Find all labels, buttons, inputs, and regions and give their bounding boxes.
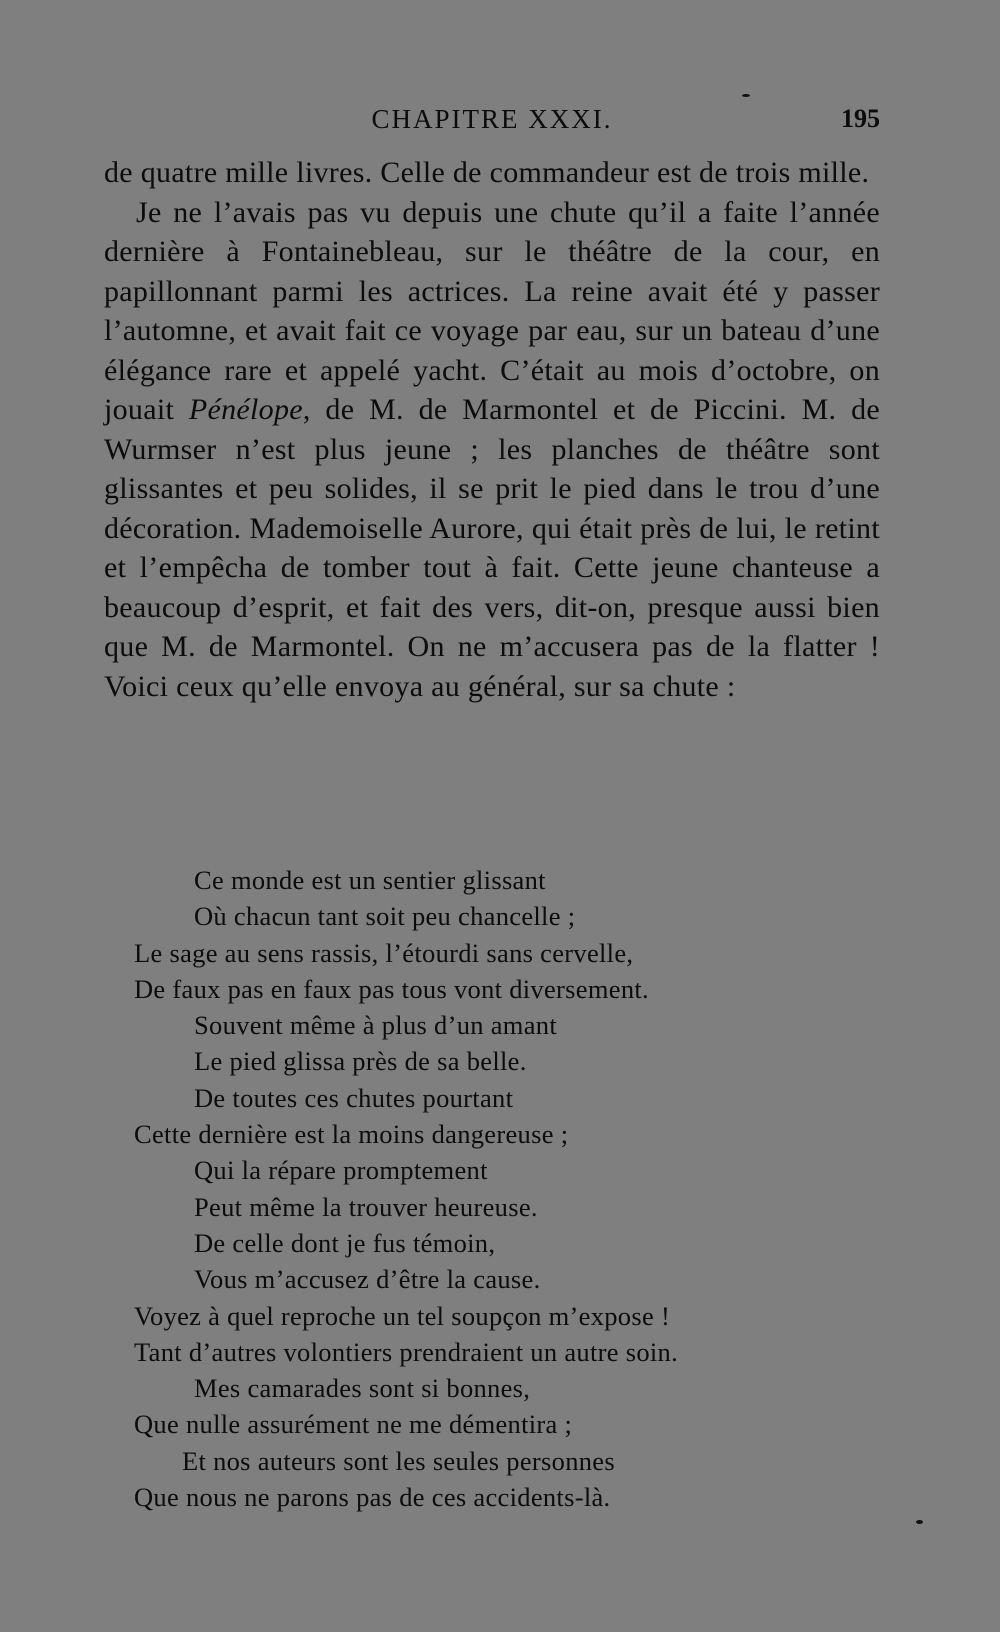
verse-line	[134, 1406, 914, 1442]
verse-line	[134, 1443, 914, 1479]
page-number: 195	[841, 104, 880, 133]
verse-text: Ce monde est un sentier glissant	[194, 865, 546, 895]
verse-text: Souvent même à plus d’un amant	[194, 1010, 557, 1041]
verse-text: Peut même la trouver heureuse.	[194, 1191, 538, 1222]
verse-line	[134, 1189, 914, 1225]
verse-line	[134, 898, 914, 934]
verse-text: Tant d’autres volontiers prendraient un autre soin.	[134, 1336, 679, 1367]
paragraph-main	[104, 193, 880, 707]
verse-line	[134, 971, 914, 1007]
paragraph-continued: de quatre mille livres. Celle de commandeur est de trois mille.	[104, 156, 870, 189]
verse-line	[134, 1370, 914, 1406]
poem	[134, 862, 914, 1515]
verse-text: Vous m’accusez d’être la cause.	[194, 1264, 541, 1295]
paragraph-main-text: Je ne l’avais pas vu depuis une chute qu’il a faite l’année dernière à Fontainebleau, sur le théâtre de la cour, en papillonnant parmi les actrices. La reine avait été y passer l’automne, et avait fait ce voyage par eau, sur un bateau d’une élégance rare et appelé yacht. C’était au mois d’octobre, on jouait	[104, 195, 880, 426]
verse-line	[134, 1298, 914, 1334]
scan-speck	[916, 1520, 923, 1524]
verse-text: Le sage au sens rassis, l’étourdi sans cervelle,	[134, 937, 634, 968]
verse-line	[134, 1225, 914, 1261]
paragraph-main-rest: , de M. de Marmontel et de Piccini. M. de Wurmser n’est plus jeune ; les planches de théâtre sont glissantes et peu solides, il se prit le pied dans le trou d’une décoration. Mademoiselle Aurore, qui était près de lui, le retint et l’empêcha de tomber tout à fait. Cette jeune chanteuse a beaucoup d’esprit, et fait des vers, dit-on, presque aussi bien que M. de Marmontel. On ne m’accusera pas de la flatter ! Voici ceux qu’elle envoya au général, sur sa chute :	[104, 393, 880, 703]
scan-speck	[742, 94, 750, 97]
chapter-title: CHAPITRE XXXI.	[371, 104, 613, 134]
verse-line	[134, 1479, 914, 1515]
verse-text: Mes camarades sont si bonnes,	[194, 1373, 531, 1404]
verse-text: De toutes ces chutes pourtant	[194, 1082, 514, 1113]
verse-line	[134, 1043, 914, 1079]
italic-title-penelope: Pénélope	[188, 393, 303, 426]
verse-text: Et nos auteurs sont les seules personnes	[182, 1445, 615, 1476]
verse-text: Que nulle assurément ne me démentira ;	[134, 1409, 573, 1440]
verse-text: Que nous ne parons pas de ces accidents-là.	[134, 1482, 611, 1513]
verse-text: De faux pas en faux pas tous vont diversement.	[134, 973, 649, 1004]
verse-text: De celle dont je fus témoin,	[194, 1227, 496, 1258]
verse-text: Qui la répare promptement	[194, 1155, 488, 1186]
verse-line	[134, 935, 914, 971]
verse-text: Le pied glissa près de sa belle.	[194, 1046, 527, 1077]
verse-line	[134, 1007, 914, 1043]
verse-line	[134, 1080, 914, 1116]
prose-body	[104, 153, 880, 706]
verse-line	[134, 1152, 914, 1188]
verse-text: Cette dernière est la moins dangereuse ;	[134, 1119, 569, 1150]
verse-line	[134, 1116, 914, 1152]
verse-line	[134, 1334, 914, 1370]
verse-text: Voyez à quel reproche un tel soupçon m’expose !	[134, 1300, 671, 1331]
running-head	[104, 104, 880, 144]
verse-text: Où chacun tant soit peu chancelle ;	[194, 901, 576, 932]
verse-line	[134, 1261, 914, 1297]
verse-line	[134, 862, 914, 898]
